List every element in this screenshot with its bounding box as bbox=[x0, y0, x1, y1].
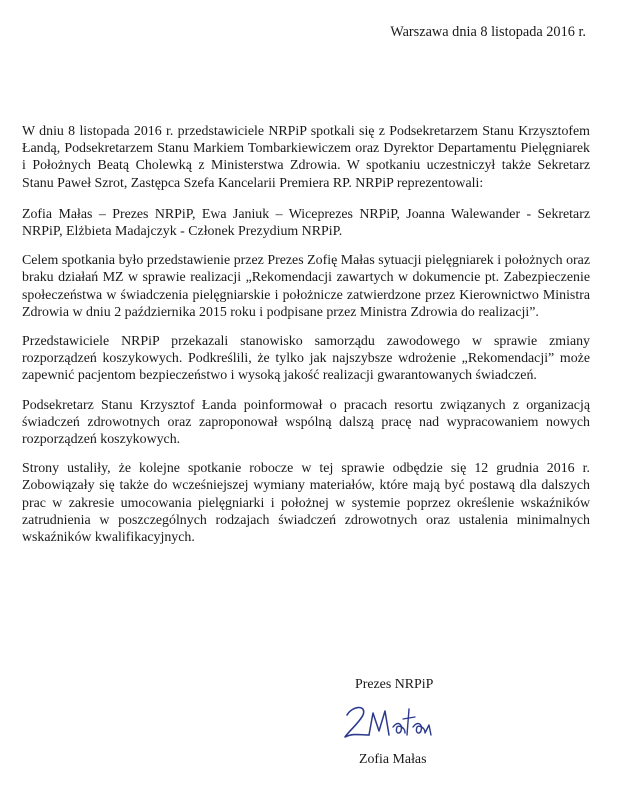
signature-block bbox=[355, 676, 505, 768]
letter-body bbox=[22, 123, 590, 556]
signatory-name: Zofia Małas bbox=[359, 752, 427, 767]
handwritten-signature bbox=[339, 697, 459, 749]
paragraph-ministry-info: Podsekretarz Stanu Krzysztof Łanda poinformował o pracach resortu związanych z organizacją świadczeń zdrowotnych oraz zaproponował wspólną dalszą pracę nad wypracowaniem nowych rozporządzeń koszykowych. bbox=[22, 397, 590, 448]
paragraph-meeting-intro: W dniu 8 listopada 2016 r. przedstawiciele NRPiP spotkali się z Podsekretarzem Stanu Krzysztofem Łandą, Podsekretarzem Stanu Markiem Tombarkiewiczem oraz Dyrektor Departamentu Pielęgniarek i Położnych Beatą Cholewką z Ministerstwa Zdrowia. W spotkaniu uczestniczył także Sekretarz Stanu Paweł Szrot, Zastępca Szefa Kancelarii Premiera RP. NRPiP reprezentowali: bbox=[22, 124, 590, 191]
signatory-title: Prezes NRPiP bbox=[355, 677, 434, 692]
paragraph-representatives: Zofia Małas – Prezes NRPiP, Ewa Janiuk – Wiceprezes NRPiP, Joanna Walewander - Sekretarz NRPiP, Elżbieta Madajczyk - Członek Prezydium NRPiP. bbox=[22, 206, 590, 240]
document-date: Warszawa dnia 8 listopada 2016 r. bbox=[390, 24, 586, 40]
paragraph-next-meeting: Strony ustaliły, że kolejne spotkanie robocze w tej sprawie odbędzie się 12 grudnia 2016 r. Zobowiązały się także do wcześniejszej wymiany materiałów, które mają być postawą dla dalszych prac w zakresie umocowania pielęgniarki i położnej w systemie poprzez określenie wskaźników zatrudnienia w poszczególnych rodzajach świadczeń zdrowotnych oraz ustalenia minimalnych wskaźników kwalifikacyjnych. bbox=[22, 461, 590, 546]
paragraph-position: Przedstawiciele NRPiP przekazali stanowisko samorządu zawodowego w sprawie zmiany rozporządzeń koszykowych. Podkreślili, że tylko jak najszybsze wdrożenie „Rekomendacji” może zapewnić pacjentom bezpieczeństwo i wysoką jakość realizacji gwarantowanych świadczeń. bbox=[22, 334, 590, 384]
paragraph-meeting-purpose: Celem spotkania było przedstawienie przez Prezes Zofię Małas sytuacji pielęgniarek i położnych oraz braku działań MZ w sprawie realizacji „Rekomendacji zawartych w dokumencie pt. Zabezpieczenie społeczeństwa w świadczenia pielęgniarskie i położnicze zatwierdzone przez Kierownictwo Ministra Zdrowia w dniu 2 października 2015 roku i podpisane przez Ministra Zdrowia do realizacji”. bbox=[22, 253, 590, 320]
